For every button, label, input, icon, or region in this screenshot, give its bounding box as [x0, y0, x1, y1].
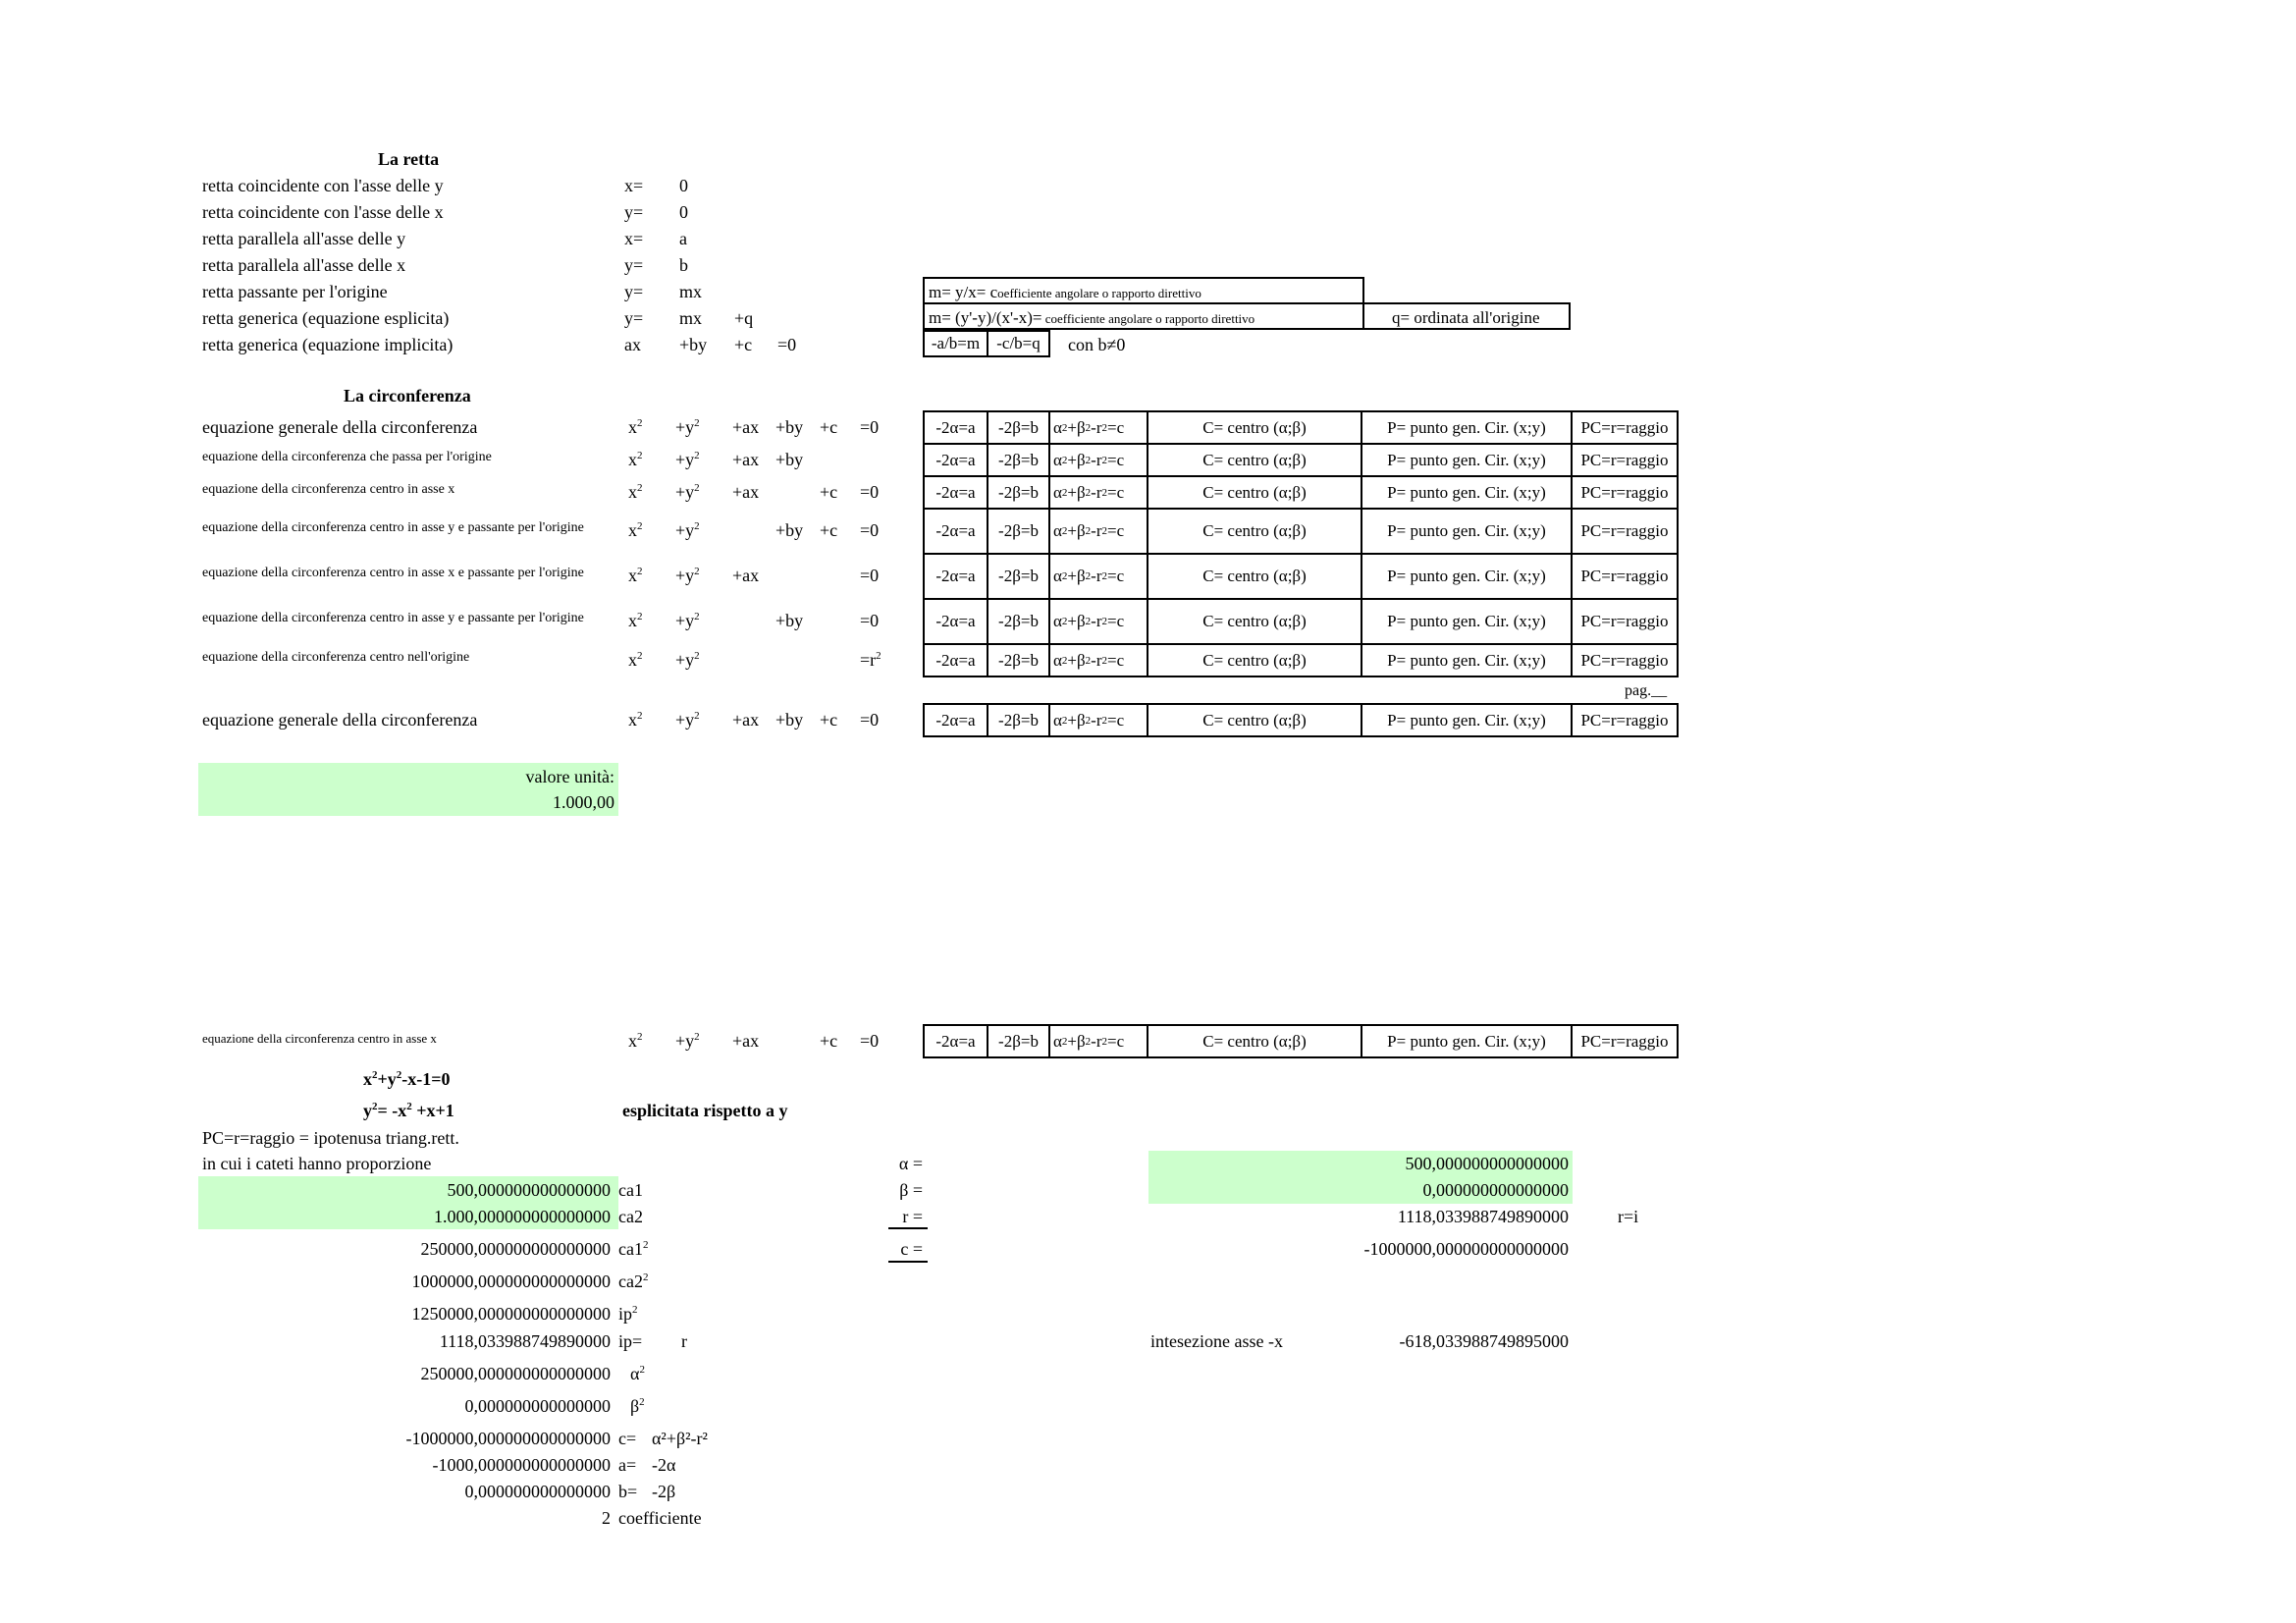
calc-value: 250000,000000000000000: [420, 1239, 611, 1259]
circ-cell-punto: P= punto gen. Cir. (x;y): [1361, 475, 1573, 510]
circ-cell-centro: C= centro (α;β): [1147, 443, 1362, 477]
box-m-generic: [923, 302, 1364, 330]
retta-row-term: a: [679, 229, 687, 248]
retta-row-term: mx: [679, 308, 703, 328]
eq1: $x^2+y^2-x-1=0$: [363, 1069, 451, 1089]
retta-row-term: b: [679, 255, 688, 275]
circ-term-c: +c: [820, 520, 838, 540]
calc-label: $\alpha^2$: [630, 1364, 645, 1383]
circ-term-x: $x^2$: [628, 611, 643, 630]
circ-term-y: $+y^2$: [675, 520, 700, 540]
circ-term-c: +c: [820, 1030, 838, 1051]
circ-row-label: equazione della circonferenza centro in asse y e passante per l'origine: [202, 611, 584, 625]
retta-row-label: retta generica (equazione esplicita): [202, 308, 450, 328]
retta-row-term: 0: [679, 202, 688, 222]
circ-cell-c: α 2 +β 2 -r 2 =c: [1048, 508, 1148, 555]
calc-value: 1250000,000000000000000: [411, 1304, 611, 1324]
circ-row-label: equazione della circonferenza centro in asse x: [202, 481, 455, 497]
calc-label: $ca2^2$: [618, 1271, 649, 1291]
circ-term-ax: +ax: [732, 481, 760, 502]
retta-row-term: x=: [624, 176, 644, 195]
circ-term-eq: $=r^2$: [860, 649, 881, 670]
box-m-generic-lead: m= (y'-y)/(x'-x)=: [929, 308, 1042, 327]
circ-term-eq: =0: [860, 709, 880, 730]
retta-row-term: +q: [734, 308, 754, 328]
circ-cell-punto: P= punto gen. Cir. (x;y): [1361, 410, 1573, 445]
page-label: pag.__: [1625, 682, 1668, 699]
calc-value: 1000000,000000000000000: [411, 1271, 611, 1291]
circ-cell-c: α 2 +β 2 -r 2 =c: [1048, 643, 1148, 677]
circ-cell-a: -2α=a: [923, 598, 988, 645]
retta-row-term: +c: [734, 335, 753, 354]
valore-label: valore unità:: [525, 767, 614, 786]
calc-value: -1000,000000000000000: [432, 1455, 611, 1475]
circ-cell-b: -2β=b: [987, 553, 1050, 600]
cateti-line: in cui i cateti hanno proporzione: [202, 1154, 432, 1173]
retta-row-term: y=: [624, 255, 644, 275]
circ-term-c: +c: [820, 416, 838, 437]
section-title-retta: La retta: [378, 149, 440, 169]
circ-row-label: equazione della circonferenza centro in asse y e passante per l'origine: [202, 520, 584, 535]
eq2: $y^2= -x^2 +x+1$: [363, 1101, 454, 1120]
box-m-origin-rest: oefficiente angolare o rapporto direttivo: [997, 286, 1201, 300]
box-q: [1362, 302, 1571, 330]
calc-label: b=: [618, 1482, 638, 1501]
circ-term-x: $x^2$: [628, 1030, 643, 1051]
circ-term-y: $+y^2$: [675, 481, 700, 502]
calc-extra: -2β: [652, 1482, 676, 1501]
calc-label: c=: [618, 1429, 637, 1448]
retta-row-label: retta parallela all'asse delle x: [202, 255, 406, 275]
circ-term-c: +c: [820, 481, 838, 502]
circ-term-eq: =0: [860, 520, 880, 540]
circ-term-ax: +ax: [732, 566, 760, 585]
circ-cell-c: α 2 +β 2 -r 2 =c: [1048, 553, 1148, 600]
retta-row-label: retta passante per l'origine: [202, 282, 388, 301]
circ-term-eq: =0: [860, 1030, 880, 1051]
circ-cell-raggio: PC=r=raggio: [1571, 553, 1679, 600]
calc-value: 1118,033988749890000: [439, 1331, 611, 1351]
alpha-value: 500,000000000000000: [1405, 1154, 1569, 1173]
retta-row-term: =0: [777, 335, 797, 354]
calc-value: 0,000000000000000: [464, 1396, 611, 1416]
circ-term-y: $+y^2$: [675, 649, 700, 670]
circ-cell-centro: C= centro (α;β): [1147, 1024, 1362, 1058]
circ-cell-a: -2α=a: [923, 443, 988, 477]
alpha-label: α =: [898, 1154, 923, 1173]
circ-term-x: $x^2$: [628, 520, 643, 540]
circ-term-x: $x^2$: [628, 709, 643, 730]
circ-cell-a: -2α=a: [923, 703, 988, 737]
circ-cell-a: -2α=a: [923, 410, 988, 445]
retta-row-term: y=: [624, 308, 644, 328]
circ-cell-raggio: PC=r=raggio: [1571, 475, 1679, 510]
circ-cell-raggio: PC=r=raggio: [1571, 598, 1679, 645]
circ-term-by: +by: [775, 611, 804, 630]
circ-cell-b: -2β=b: [987, 643, 1050, 677]
circ-term-x: $x^2$: [628, 566, 643, 585]
calc-value: -1000000,000000000000000: [405, 1429, 611, 1448]
circ-term-ax: +ax: [732, 416, 760, 437]
calc-value: 1.000,000000000000000: [434, 1207, 611, 1226]
circ-term-x: $x^2$: [628, 416, 643, 437]
circ-cell-punto: P= punto gen. Cir. (x;y): [1361, 443, 1573, 477]
calc-value: 250000,000000000000000: [420, 1364, 611, 1383]
circ-cell-b: -2β=b: [987, 475, 1050, 510]
circ-cell-c: α 2 +β 2 -r 2 =c: [1048, 475, 1148, 510]
calc-value: 500,000000000000000: [447, 1180, 611, 1200]
r-label: r =: [902, 1207, 923, 1226]
circ-term-y: $+y^2$: [675, 416, 700, 437]
retta-row-term: mx: [679, 282, 703, 301]
circ-term-by: +by: [775, 520, 804, 540]
circ-cell-a: -2α=a: [923, 508, 988, 555]
calc-value: 2: [602, 1508, 611, 1528]
circ-cell-c: α 2 +β 2 -r 2 =c: [1048, 703, 1148, 737]
circ-cell-centro: C= centro (α;β): [1147, 508, 1362, 555]
circ-term-y: $+y^2$: [675, 709, 700, 730]
circ-cell-centro: C= centro (α;β): [1147, 410, 1362, 445]
retta-row-label: retta parallela all'asse delle y: [202, 229, 406, 248]
circ-term-by: +by: [775, 449, 804, 469]
calc-label: $\beta^2$: [630, 1396, 645, 1416]
explicit-label: esplicitata rispetto a y: [622, 1101, 788, 1120]
circ-cell-centro: C= centro (α;β): [1147, 475, 1362, 510]
circ-cell-raggio: PC=r=raggio: [1571, 508, 1679, 555]
calc-extra: -2α: [652, 1455, 676, 1475]
circ-cell-punto: P= punto gen. Cir. (x;y): [1361, 598, 1573, 645]
circ-term-y: $+y^2$: [675, 566, 700, 585]
retta-row-term: y=: [624, 202, 644, 222]
circ-cell-a: -2α=a: [923, 475, 988, 510]
retta-row-label: retta coincidente con l'asse delle y: [202, 176, 444, 195]
circ-cell-a: -2α=a: [923, 553, 988, 600]
calc-label: ca2: [618, 1207, 643, 1226]
calc-label: ip=: [618, 1331, 643, 1351]
circ-term-eq: =0: [860, 566, 880, 585]
circ-term-y: $+y^2$: [675, 449, 700, 469]
circ-row-label: equazione della circonferenza centro in asse x: [202, 1030, 437, 1046]
circ-term-x: $x^2$: [628, 449, 643, 469]
r-note: r=i: [1618, 1207, 1639, 1226]
circ-cell-c: α 2 +β 2 -r 2 =c: [1048, 598, 1148, 645]
c-value: -1000000,000000000000000: [1363, 1239, 1569, 1259]
circ-cell-raggio: PC=r=raggio: [1571, 1024, 1679, 1058]
circ-cell-raggio: PC=r=raggio: [1571, 410, 1679, 445]
circ-cell-a: -2α=a: [923, 1024, 988, 1058]
circ-term-c: +c: [820, 709, 838, 730]
circ-cell-b: -2β=b: [987, 443, 1050, 477]
circ-cell-c: α 2 +β 2 -r 2 =c: [1048, 1024, 1148, 1058]
circ-row-label: equazione della circonferenza centro nell'origine: [202, 649, 470, 665]
calc-label: $ip^2$: [618, 1304, 638, 1324]
retta-row-term: 0: [679, 176, 688, 195]
circ-cell-b: -2β=b: [987, 508, 1050, 555]
circ-cell-b: -2β=b: [987, 1024, 1050, 1058]
retta-row-label: retta generica (equazione implicita): [202, 335, 454, 354]
box-am: -a/b=m: [923, 330, 988, 357]
calc-label: ca1: [618, 1180, 643, 1200]
circ-term-ax: +ax: [732, 709, 760, 730]
circ-cell-punto: P= punto gen. Cir. (x;y): [1361, 1024, 1573, 1058]
circ-cell-centro: C= centro (α;β): [1147, 643, 1362, 677]
r-underline: [888, 1227, 928, 1229]
calc-extra: α²+β²-r²: [652, 1429, 708, 1448]
beta-label: β =: [899, 1180, 923, 1200]
circ-cell-raggio: PC=r=raggio: [1571, 643, 1679, 677]
retta-row-label: retta coincidente con l'asse delle x: [202, 202, 444, 222]
circ-term-x: $x^2$: [628, 481, 643, 502]
c-underline: [888, 1261, 928, 1263]
box-cq: -c/b=q: [987, 330, 1050, 357]
circ-cell-b: -2β=b: [987, 598, 1050, 645]
calc-label: coefficiente: [618, 1508, 702, 1528]
valore-value: 1.000,00: [553, 792, 614, 812]
circ-row-label: equazione della circonferenza che passa per l'origine: [202, 449, 492, 464]
calc-extra: r: [681, 1331, 687, 1351]
circ-row-label: equazione della circonferenza centro in asse x e passante per l'origine: [202, 566, 584, 580]
beta-value: 0,000000000000000: [1422, 1180, 1569, 1200]
circ-row-label: equazione generale della circonferenza: [202, 416, 478, 437]
circ-cell-centro: C= centro (α;β): [1147, 703, 1362, 737]
box-m-origin-lead: m= y/x= c: [929, 283, 998, 301]
circ-cell-c: α 2 +β 2 -r 2 =c: [1048, 443, 1148, 477]
circ-cell-punto: P= punto gen. Cir. (x;y): [1361, 553, 1573, 600]
box-m-origin: [923, 277, 1364, 304]
circ-cell-centro: C= centro (α;β): [1147, 598, 1362, 645]
circ-cell-c: α 2 +β 2 -r 2 =c: [1048, 410, 1148, 445]
pc-line: PC=r=raggio = ipotenusa triang.rett.: [202, 1128, 459, 1148]
circ-term-x: $x^2$: [628, 649, 643, 670]
circ-term-y: $+y^2$: [675, 611, 700, 630]
circ-cell-raggio: PC=r=raggio: [1571, 443, 1679, 477]
circ-term-ax: +ax: [732, 1030, 760, 1051]
circ-term-ax: +ax: [732, 449, 760, 469]
circ-term-by: +by: [775, 416, 804, 437]
circ-cell-a: -2α=a: [923, 643, 988, 677]
box-q-text: q= ordinata all'origine: [1392, 308, 1540, 327]
calc-value: 0,000000000000000: [464, 1482, 611, 1501]
circ-term-y: $+y^2$: [675, 1030, 700, 1051]
circ-cell-punto: P= punto gen. Cir. (x;y): [1361, 703, 1573, 737]
circ-term-by: +by: [775, 709, 804, 730]
circ-term-eq: =0: [860, 611, 880, 630]
c-label: c =: [900, 1239, 923, 1259]
circ-cell-centro: C= centro (α;β): [1147, 553, 1362, 600]
box-m-generic-rest: coefficiente angolare o rapporto direttivo: [1041, 311, 1255, 326]
circ-cell-punto: P= punto gen. Cir. (x;y): [1361, 508, 1573, 555]
circ-cell-b: -2β=b: [987, 410, 1050, 445]
circ-term-eq: =0: [860, 481, 880, 502]
r-value: 1118,033988749890000: [1397, 1207, 1569, 1226]
retta-row-term: x=: [624, 229, 644, 248]
circ-row-label: equazione generale della circonferenza: [202, 709, 478, 730]
calc-label: $ca1^2$: [618, 1239, 649, 1259]
circ-cell-punto: P= punto gen. Cir. (x;y): [1361, 643, 1573, 677]
circ-cell-raggio: PC=r=raggio: [1571, 703, 1679, 737]
retta-row-term: +by: [679, 335, 708, 354]
intersezione-label: intesezione asse -x: [1150, 1331, 1283, 1351]
con-b-note: con b≠0: [1068, 335, 1126, 354]
section-title-circonferenza: La circonferenza: [344, 386, 471, 406]
calc-label: a=: [618, 1455, 637, 1475]
circ-cell-b: -2β=b: [987, 703, 1050, 737]
retta-row-term: y=: [624, 282, 644, 301]
retta-row-term: ax: [624, 335, 641, 354]
intersezione-value: -618,033988749895000: [1399, 1331, 1569, 1351]
circ-term-eq: =0: [860, 416, 880, 437]
